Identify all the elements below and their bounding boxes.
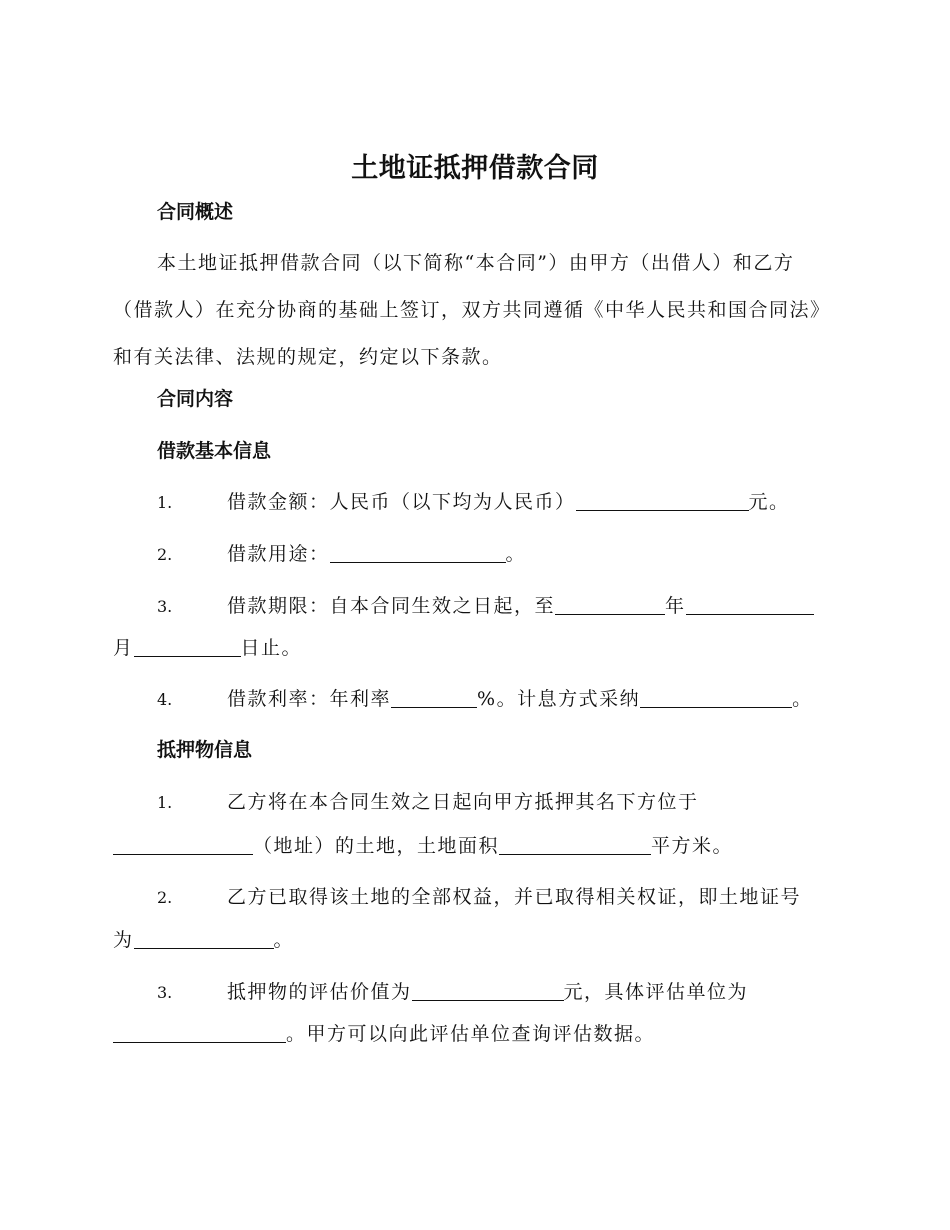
loan-item-1-text: 借款金额：人民币（以下均为人民币） <box>227 491 576 513</box>
loan-item-2 <box>227 540 526 568</box>
loan-item-2-text: 借款用途： <box>227 543 330 565</box>
collateral-item-3-continued <box>113 1020 655 1048</box>
loan-item-4-suffix: 。 <box>792 688 813 710</box>
land-address-blank[interactable] <box>113 834 253 855</box>
collateral-item-1-number: 1. <box>157 793 173 812</box>
appraisal-unit-blank[interactable] <box>113 1022 286 1043</box>
loan-item-3-number: 3. <box>157 597 173 616</box>
loan-item-2-number: 2. <box>157 545 173 564</box>
land-cert-number-blank[interactable] <box>134 928 274 949</box>
collateral-item-1 <box>227 788 699 816</box>
section-heading-loan-info: 借款基本信息 <box>157 440 272 462</box>
collateral-item-1-text: 乙方将在本合同生效之日起向甲方抵押其名下方位于 <box>227 791 699 813</box>
appraisal-value-blank[interactable] <box>412 980 564 1001</box>
loan-item-2-suffix: 。 <box>505 543 527 565</box>
loan-item-3-month: 月 <box>113 637 134 659</box>
loan-item-1-number: 1. <box>157 493 173 512</box>
loan-end-year-blank[interactable] <box>555 594 665 615</box>
collateral-item-1-suffix: 平方米。 <box>651 835 734 857</box>
loan-item-3-continued <box>113 634 302 662</box>
collateral-item-1-mid: （地址）的土地，土地面积 <box>253 835 500 857</box>
collateral-item-2-number: 2. <box>157 888 173 907</box>
collateral-item-3 <box>227 978 748 1006</box>
loan-item-4-text: 借款利率：年利率 <box>227 688 392 710</box>
document-title: 土地证抵押借款合同 <box>351 153 599 184</box>
loan-purpose-blank[interactable] <box>330 542 506 563</box>
collateral-item-3-suffix: 。甲方可以向此评估单位查询评估数据。 <box>286 1023 656 1045</box>
interest-rate-blank[interactable] <box>391 687 477 708</box>
collateral-item-2-continued <box>113 926 294 954</box>
collateral-item-3-mid: 元，具体评估单位为 <box>563 981 749 1003</box>
section-heading-overview: 合同概述 <box>157 201 234 223</box>
loan-item-3-text: 借款期限：自本合同生效之日起，至 <box>227 595 556 617</box>
collateral-item-2 <box>227 883 801 911</box>
loan-item-3 <box>227 592 814 620</box>
overview-paragraph: 本土地证抵押借款合同（以下简称“本合同”）由甲方（出借人）和乙方（借款人）在充分协商的基础上签订，双方共同遵循《中华人民共和国合同法》和有关法律、法规的规定，约定以下条款。 <box>113 252 831 368</box>
collateral-item-2-text: 乙方已取得该土地的全部权益，并已取得相关权证，即土地证号 <box>227 886 802 908</box>
collateral-item-2-suffix: 。 <box>273 929 295 951</box>
land-area-blank[interactable] <box>499 834 651 855</box>
loan-end-month-blank-a[interactable] <box>686 594 814 615</box>
loan-item-3-suffix: 日止。 <box>240 637 303 659</box>
section-heading-content: 合同内容 <box>157 388 234 410</box>
collateral-item-2-wei: 为 <box>113 929 134 951</box>
loan-item-1 <box>227 488 790 516</box>
interest-method-blank[interactable] <box>640 687 792 708</box>
loan-end-day-blank[interactable] <box>134 636 241 657</box>
loan-item-3-year: 年 <box>665 595 686 617</box>
loan-item-4-mid: %。计息方式采纳 <box>477 688 641 710</box>
loan-item-1-suffix: 元。 <box>748 491 790 513</box>
section-heading-collateral-info: 抵押物信息 <box>157 739 253 761</box>
loan-item-4-number: 4. <box>157 690 173 709</box>
loan-item-4 <box>227 685 813 713</box>
collateral-item-3-number: 3. <box>157 983 173 1002</box>
collateral-item-1-continued <box>113 832 733 860</box>
loan-amount-blank[interactable] <box>576 490 749 511</box>
collateral-item-3-text: 抵押物的评估价值为 <box>227 981 412 1003</box>
